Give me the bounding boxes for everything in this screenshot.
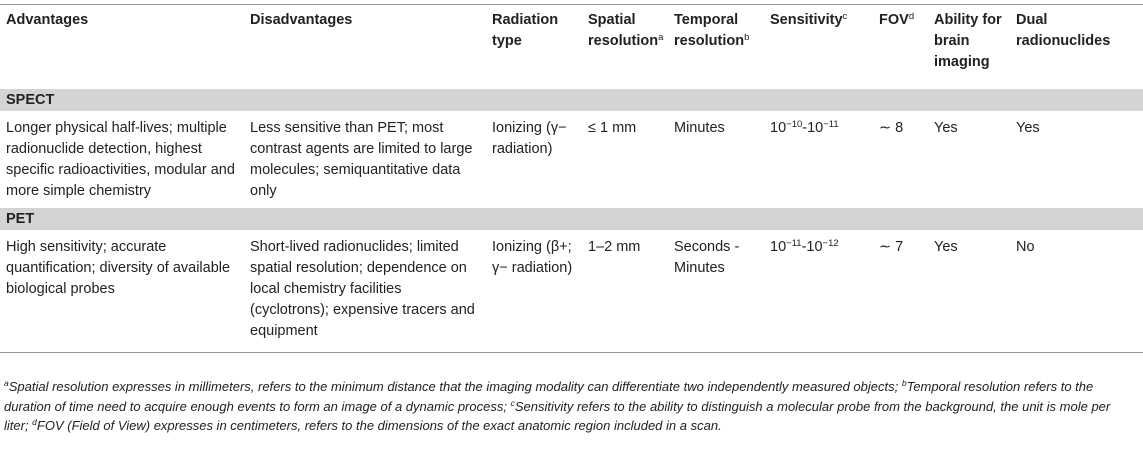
table-footnote [4, 377, 1138, 436]
section-label-pet: PET [0, 208, 1143, 230]
footnote-text-a: Spatial resolution expresses in millimeters, refers to the minimum distance that the imaging modality can differentiate two independently measured objects; [8, 379, 902, 394]
footnote-mark-d: d [908, 11, 915, 22]
footnote-mark-d: d [32, 417, 37, 427]
spect-spatial-resolution: ≤ 1 mm [588, 119, 637, 136]
pet-disadvantages: Short-lived radionuclides; limited spatial resolution; dependence on local chemistry facilities (cyclotrons); expensive tracers and equipment [244, 230, 486, 353]
footnote-mark-c: c [842, 11, 848, 22]
imaging-comparison-table [0, 4, 1143, 353]
footnote-mark-b: b [744, 32, 750, 43]
header-spatial-resolution: Spatial resolution$^a$ [588, 12, 664, 49]
spect-dual-radionuclides: Yes [1016, 119, 1040, 136]
footnote-mark-a: a [658, 32, 664, 43]
spect-brain-imaging: Yes [934, 119, 958, 136]
section-row-pet [0, 208, 1143, 230]
pet-dual-radionuclides: No [1010, 230, 1143, 353]
footnote-text-d: FOV (Field of View) expresses in centimeters, refers to the dimensions of the exact anatomic region included in a scan. [36, 418, 722, 433]
header-fov: FOV$^d$ [879, 11, 915, 28]
pet-spatial-resolution: 1–2 mm [582, 230, 668, 353]
pet-fov: ∼ 7 [873, 230, 928, 353]
pet-brain-imaging: Yes [928, 230, 1010, 353]
header-advantages: Advantages [6, 12, 89, 28]
footnote-text-c: Sensitivity refers to the ability to distinguish a molecular probe from the background, the unit is mole per liter; [4, 398, 1111, 433]
header-radiation-type: Radiation type [492, 12, 559, 49]
footnote-mark-b: b [901, 378, 907, 388]
table-row-spect [0, 111, 1143, 208]
section-row-spect [0, 89, 1143, 111]
spect-advantages: Longer physical half-lives; multiple radionuclide detection, highest specific radioactivities, modular and more simple chemistry [6, 119, 235, 199]
header-temporal-resolution: Temporal resolution$^b$ [674, 12, 750, 49]
header-row [0, 5, 1143, 89]
header-sensitivity: Sensitivity$^c$ [770, 11, 848, 28]
header-dual-radionuclides: Dual radionuclides [1016, 12, 1111, 49]
footnote-text-b: Temporal resolution refers to the duration of time need to acquire enough events to form an image of a dynamic process; [4, 379, 1094, 414]
pet-sensitivity: $10^{-11}-10^{-12}$ [764, 230, 873, 353]
header-disadvantages: Disadvantages [250, 12, 353, 28]
spect-temporal-resolution: Minutes [674, 119, 725, 136]
spect-fov: ∼ 8 [879, 119, 904, 136]
header-brain-imaging: Ability for brain imaging [934, 12, 1002, 70]
footnote-mark-a: a [4, 378, 9, 388]
table-row-pet [0, 230, 1143, 353]
footnote-mark-c: c [510, 397, 515, 408]
pet-radiation-type: Ionizing (β+; γ− radiation) [486, 230, 582, 353]
spect-disadvantages: Less sensitive than PET; most contrast agents are limited to large molecules; semiquantitative data only [250, 119, 473, 199]
pet-temporal-resolution: Seconds - Minutes [668, 230, 764, 353]
section-label-spect: SPECT [0, 89, 1143, 111]
spect-sensitivity: $10^{-10}-10^{-11}$ [770, 118, 839, 136]
pet-advantages: High sensitivity; accurate quantification; diversity of available biological probes [0, 230, 244, 353]
spect-radiation-type: Ionizing (γ− radiation) [492, 119, 567, 157]
